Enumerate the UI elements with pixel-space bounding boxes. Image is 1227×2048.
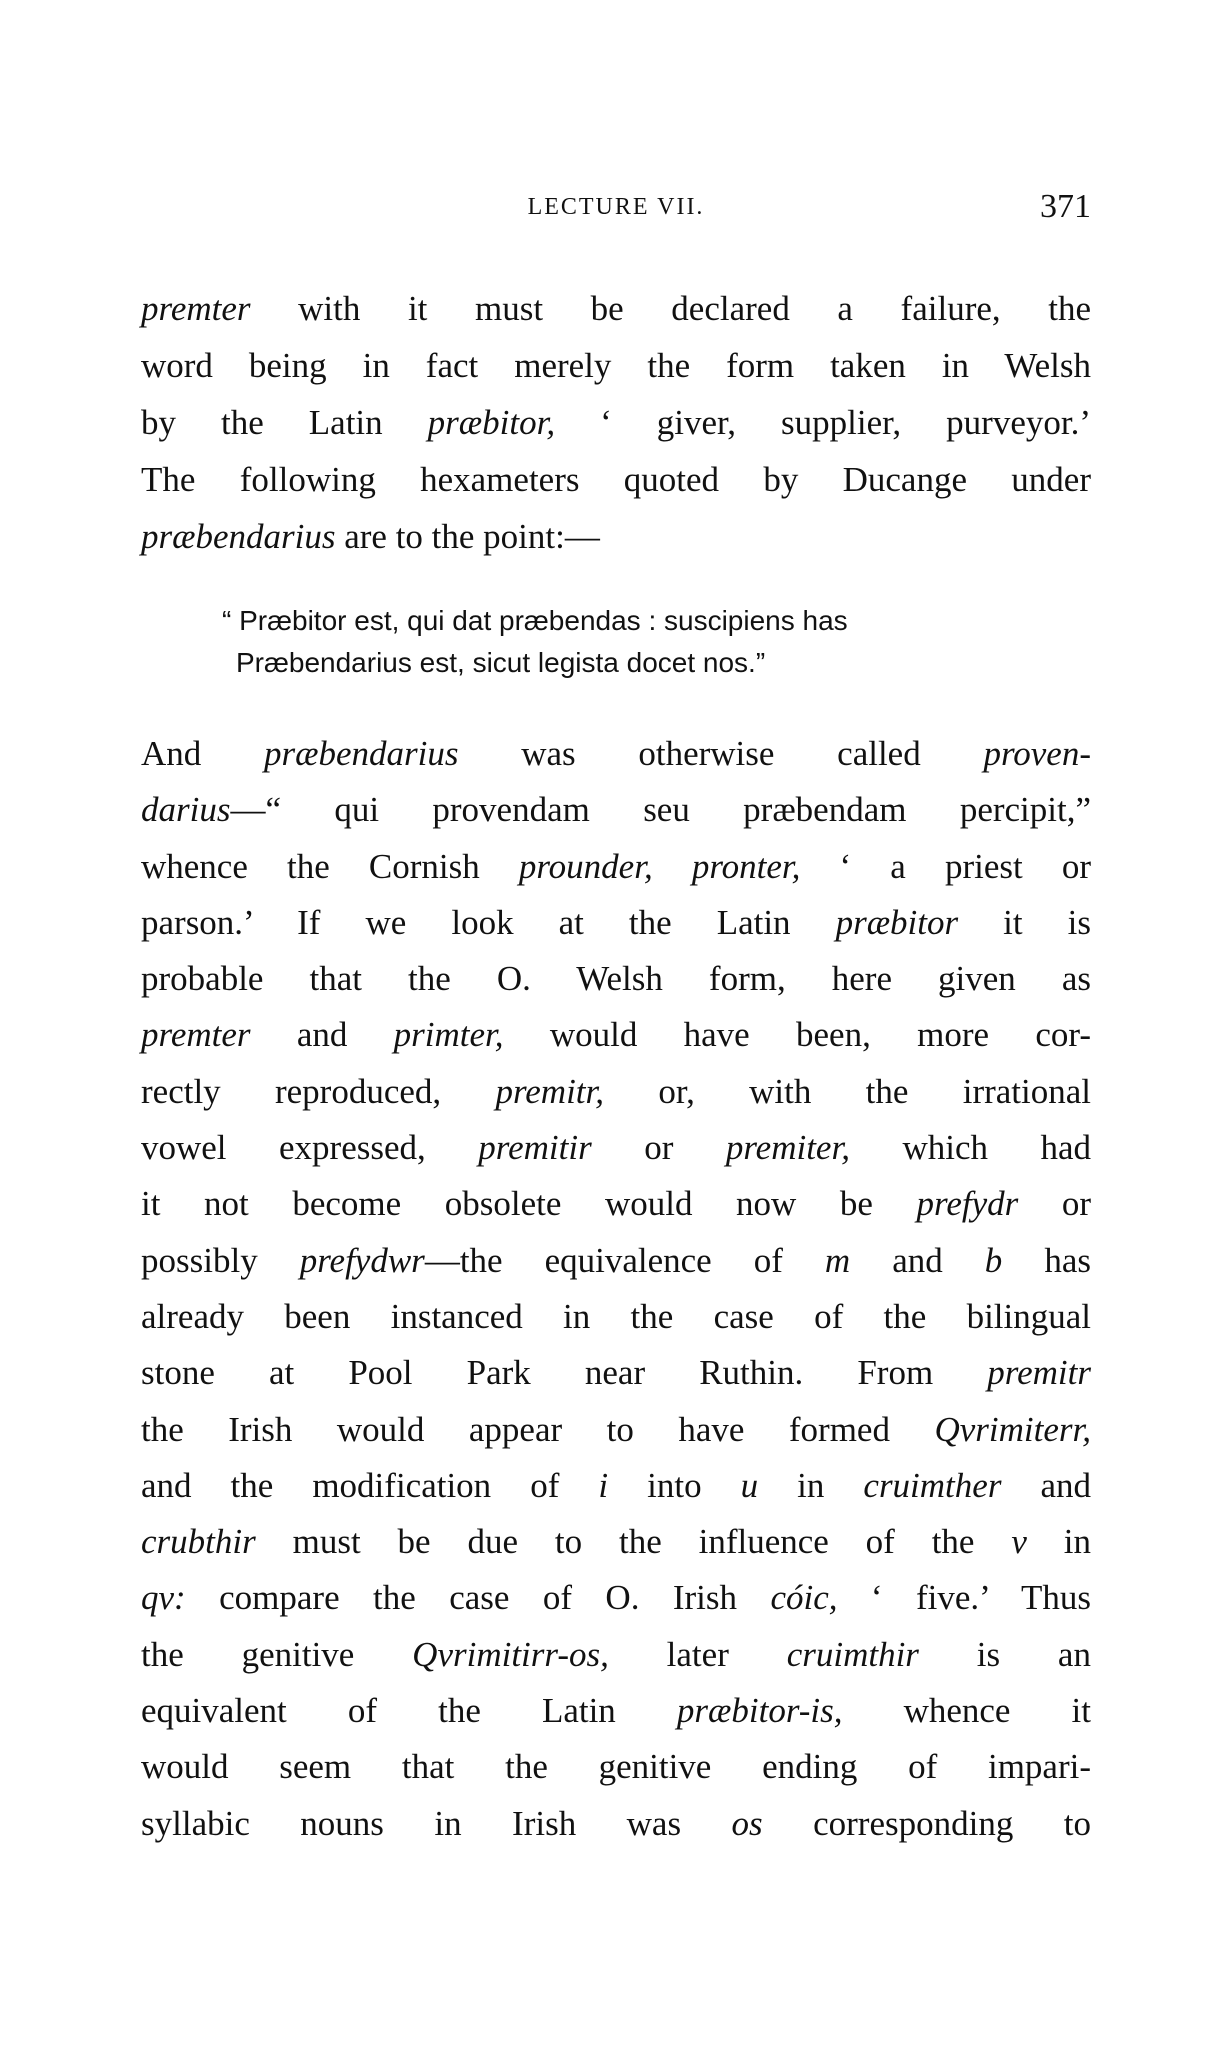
text-line [141, 895, 1091, 951]
text-run: and [1001, 1465, 1092, 1505]
text-run: was otherwise called [458, 734, 984, 773]
text-line [141, 1007, 1091, 1063]
italic-term: cruimther [863, 1465, 1002, 1505]
text-line [222, 600, 1002, 642]
text-run: And [141, 734, 265, 773]
text-run: corresponding to [762, 1803, 1091, 1843]
italic-term: qv: [141, 1578, 186, 1618]
italic-term: crubthir [141, 1522, 256, 1562]
italic-term: prefydr [916, 1184, 1019, 1224]
text-line [141, 1458, 1091, 1514]
text-run: which had [849, 1128, 1091, 1168]
italic-term: os [731, 1803, 763, 1843]
italic-term: prefydwr [299, 1240, 425, 1280]
text-run: would have been, more cor- [503, 1015, 1091, 1055]
text-run: —“ qui provendam seu præbendam percipit,” [230, 790, 1091, 830]
italic-term: premter [141, 289, 251, 328]
text-run: in [758, 1465, 864, 1505]
text-line [141, 1739, 1091, 1795]
italic-term: primter, [393, 1015, 504, 1055]
text-run: later [608, 1634, 787, 1674]
italic-term: b [984, 1240, 1003, 1280]
text-run: Præbendarius est, sicut legista docet nos.” [236, 647, 766, 678]
text-run: into [608, 1465, 741, 1505]
block-quote [222, 600, 1002, 684]
text-line [141, 508, 1091, 565]
text-line [222, 642, 1002, 684]
text-line [141, 839, 1091, 895]
text-run: has [1002, 1240, 1091, 1280]
text-line [141, 1796, 1091, 1852]
text-run: ‘ five.’ Thus [837, 1578, 1092, 1618]
italic-term: u [740, 1465, 759, 1505]
italic-term: darius [141, 790, 231, 830]
text-line [141, 1345, 1091, 1401]
text-run: it is [958, 902, 1092, 942]
text-run: word being in fact merely the form taken in Welsh [141, 346, 1091, 385]
text-run: whence the Cornish [141, 846, 519, 886]
text-line [141, 1627, 1091, 1683]
text-line [141, 1514, 1091, 1570]
text-run: it not become obsolete would now be [141, 1184, 917, 1224]
text-line [141, 1120, 1091, 1176]
text-run: probable that the O. Welsh form, here given as [141, 959, 1091, 999]
text-run: in [1026, 1522, 1091, 1562]
italic-term: præbendarius [264, 734, 459, 773]
text-line [141, 394, 1091, 451]
text-run: syllabic nouns in Irish was [141, 1803, 732, 1843]
text-run: parson.’ If we look at the Latin [141, 902, 836, 942]
text-run: possibly [141, 1240, 300, 1280]
text-line [141, 1683, 1091, 1739]
italic-term: premitir [478, 1128, 592, 1168]
text-run: and [850, 1240, 985, 1280]
text-run: must be due to the influence of the [255, 1522, 1012, 1562]
text-run: vowel expressed, [141, 1128, 479, 1168]
text-run: equivalent of the Latin [141, 1691, 677, 1731]
italic-term: m [824, 1240, 851, 1280]
text-run: rectly reproduced, [141, 1071, 496, 1111]
text-run: would seem that the genitive ending of impari- [141, 1747, 1091, 1787]
italic-term: v [1011, 1522, 1027, 1562]
text-run: ‘ giver, supplier, purveyor.’ [555, 403, 1091, 442]
text-run: by the Latin [141, 403, 428, 442]
text-line [141, 951, 1091, 1007]
text-line [141, 1402, 1091, 1458]
text-run: with it must be declared a failure, the [250, 289, 1091, 328]
italic-term: præbitor, [427, 403, 556, 442]
text-run: already been instanced in the case of the bilingual [141, 1296, 1091, 1336]
page-header [141, 188, 1091, 228]
italic-term: Qvrimitirr-os, [412, 1634, 609, 1674]
text-run: the Irish would appear to have formed [141, 1409, 935, 1449]
text-run: stone at Pool Park near Ruthin. From [141, 1353, 988, 1393]
text-run: compare the case of O. Irish [185, 1578, 771, 1618]
italic-term: premitr [987, 1353, 1091, 1393]
text-run: whence it [842, 1691, 1091, 1731]
paragraph-1 [141, 280, 1091, 565]
italic-term: Qvrimiterr, [934, 1409, 1091, 1449]
text-run: ‘ a priest or [800, 846, 1092, 886]
italic-term: premter [141, 1015, 251, 1055]
italic-term: præbendarius [141, 517, 336, 556]
text-line [141, 451, 1091, 508]
text-line [141, 782, 1091, 838]
text-line [141, 280, 1091, 337]
text-run: or, with the irrational [604, 1071, 1092, 1111]
text-line [141, 1570, 1091, 1626]
text-run: are to the point:— [335, 517, 600, 556]
italic-term: cóic, [770, 1578, 838, 1618]
italic-term: proven- [983, 734, 1091, 773]
text-line [141, 1289, 1091, 1345]
paragraph-2 [141, 726, 1091, 1852]
text-run: The following hexameters quoted by Ducange under [141, 460, 1091, 499]
page-number: 371 [1040, 188, 1091, 225]
italic-term: præbitor-is, [676, 1691, 843, 1731]
italic-term: cruimthir [786, 1634, 919, 1674]
text-run: and [250, 1015, 394, 1055]
text-line [141, 1064, 1091, 1120]
text-line [141, 1233, 1091, 1289]
text-line [141, 726, 1091, 782]
italic-term: premiter, [725, 1128, 850, 1168]
text-run: and the modification of [141, 1465, 599, 1505]
text-run: is an [918, 1634, 1091, 1674]
text-run: the genitive [141, 1634, 413, 1674]
text-line [141, 1176, 1091, 1232]
italic-term: præbitor [835, 902, 959, 942]
text-run: “ Præbitor est, qui dat præbendas : suscipiens has [222, 605, 848, 636]
text-run: or [1018, 1184, 1092, 1224]
text-run: or [591, 1128, 726, 1168]
text-line [141, 337, 1091, 394]
italic-term: prounder, pronter, [518, 846, 801, 886]
italic-term: i [598, 1465, 609, 1505]
running-title: LECTURE VII. [527, 194, 705, 220]
italic-term: premitr, [495, 1071, 605, 1111]
text-run: —the equivalence of [424, 1240, 825, 1280]
